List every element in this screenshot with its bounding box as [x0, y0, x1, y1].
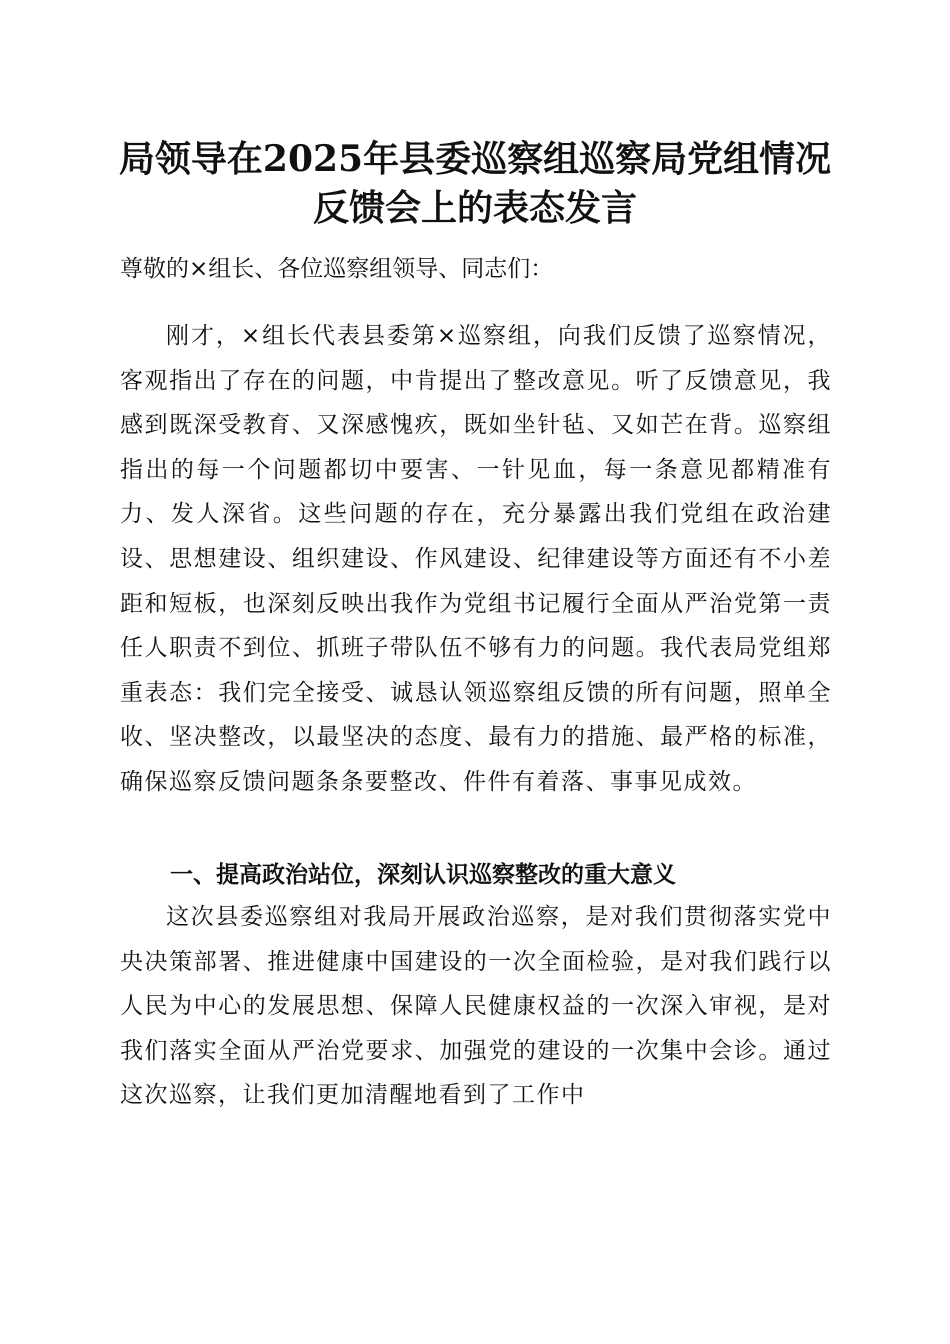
document-title-line-2: 反馈会上的表态发言	[312, 187, 637, 229]
section-heading-1: 一、提高政治站位，深刻认识巡察整改的重大意义	[170, 862, 676, 888]
opening-paragraph: 刚才，×组长代表县委第×巡察组，向我们反馈了巡察情况，客观指出了存在的问题，中肯提出了整改意见。听了反馈意见，我感到既深受教育、又深感愧疚，既如坐针毡、又如芒在背。巡察组指出的每一个问题都切中要害、一针见血，每一条意见都精准有力、发人深省。这些问题的存在，充分暴露出我们党组在政治建设、思想建设、组织建设、作风建设、纪律建设等方面还有不小差距和短板，也深刻反映出我作为党组书记履行全面从严治党第一责任人职责不到位、抓班子带队伍不够有力的问题。我代表局党组郑重表态：我们完全接受、诚恳认领巡察组反馈的所有问题，照单全收、坚决整改，以最坚决的态度、最有力的措施、最严格的标准，确保巡察反馈问题条条要整改、件件有着落、事事见成效。	[120, 323, 832, 795]
document-title-line-1: 局领导在2025年县委巡察组巡察局党组情况	[118, 138, 832, 180]
salutation: 尊敬的×组长、各位巡察组领导、同志们：	[120, 256, 554, 282]
section-1-paragraph: 这次县委巡察组对我局开展政治巡察，是对我们贯彻落实党中央决策部署、推进健康中国建设的一次全面检验，是对我们践行以人民为中心的发展思想、保障人民健康权益的一次深入审视，是对我们落实全面从严治党要求、加强党的建设的一次集中会诊。通过这次巡察，让我们更加清醒地看到了工作中	[120, 904, 832, 1109]
